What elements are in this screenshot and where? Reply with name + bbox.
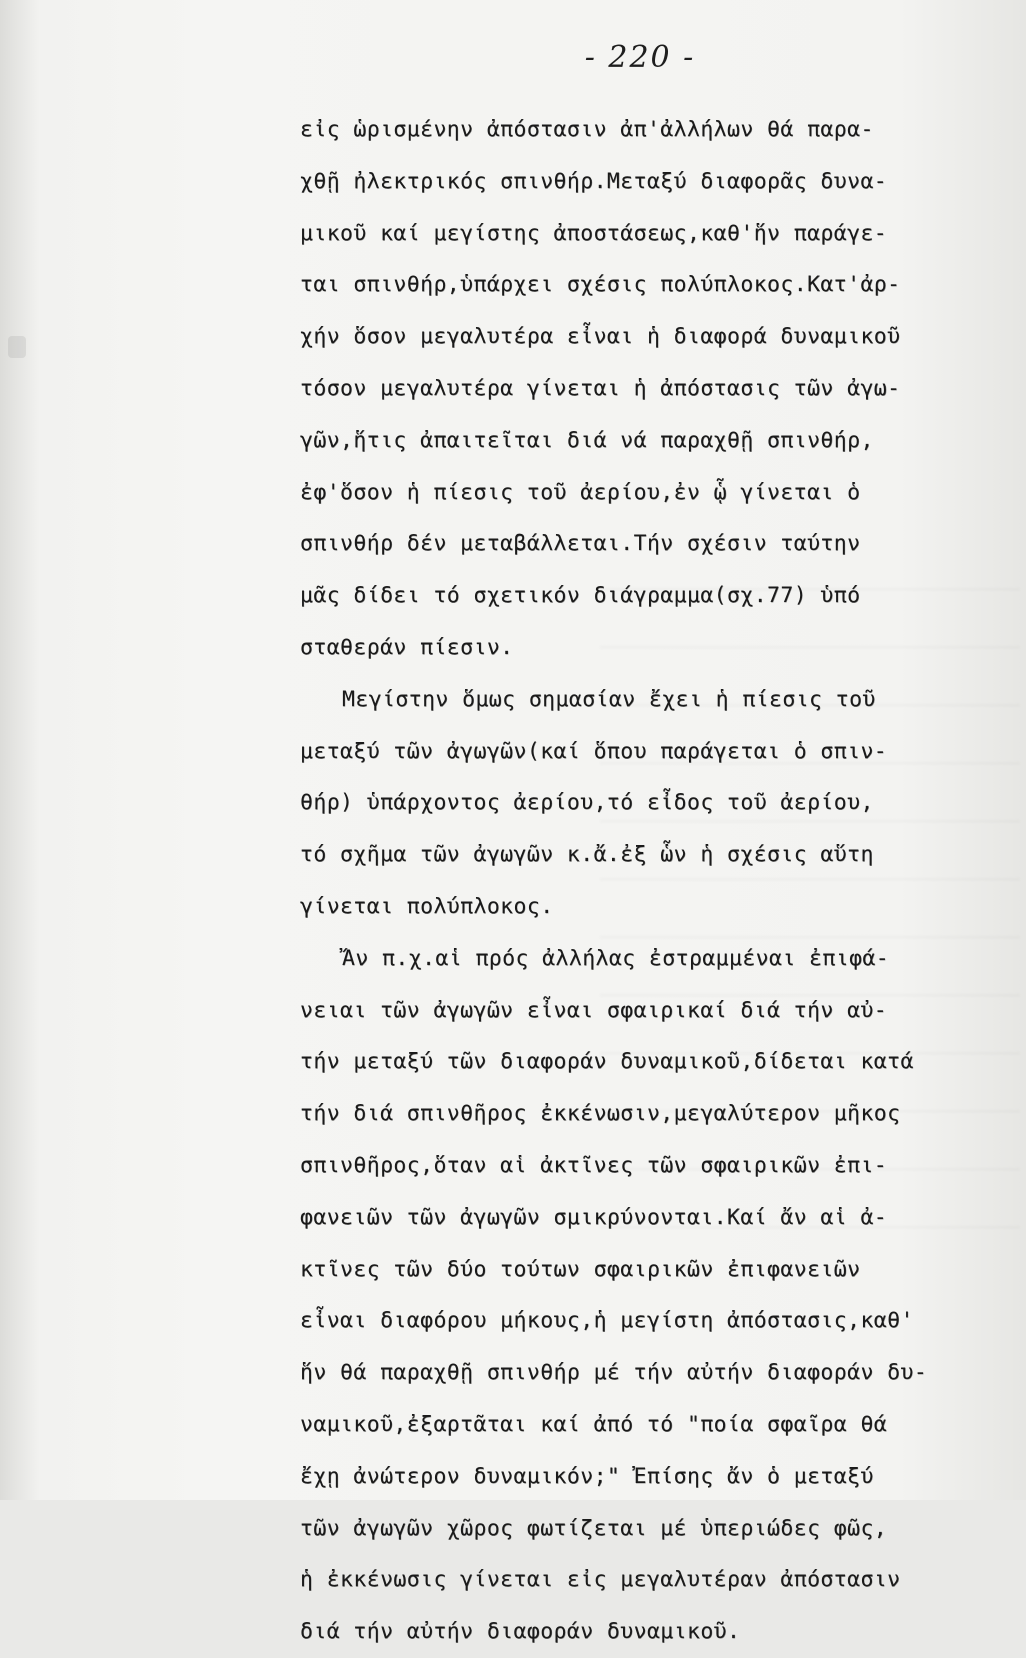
- text-line: εἶναι διαφόρου μήκους,ἡ μεγίστη ἀπόστασις,καθ': [300, 1308, 914, 1334]
- page-number: - 220 -: [584, 40, 696, 75]
- text-line: σπινθήρ δέν μεταβάλλεται.Τήν σχέσιν ταύτην: [300, 531, 861, 557]
- text-line: ἥν θά παραχθῇ σπινθήρ μέ τήν αὐτήν διαφοράν δυ-: [300, 1360, 928, 1386]
- text-line: σταθεράν πίεσιν.: [300, 634, 514, 660]
- text-line: ἐφ'ὅσον ἡ πίεσις τοῦ ἀερίου,ἐν ᾧ γίνεται ὁ: [300, 479, 861, 505]
- text-line: ἔχῃ ἀνώτερον δυναμικόν;" Ἐπίσης ἄν ὁ μεταξύ: [300, 1463, 874, 1489]
- text-line: τήν διά σπινθῆρος ἐκκένωσιν,μεγαλύτερον μῆκος: [300, 1101, 901, 1127]
- text-line: θήρ) ὑπάρχοντος ἀερίου,τό εἶδος τοῦ ἀερίου,: [300, 790, 874, 816]
- text-line: τῶν ἀγωγῶν χῶρος φωτίζεται μέ ὑπεριώδες φῶς,: [300, 1515, 888, 1541]
- text-line: ναμικοῦ,ἐξαρτᾶται καί ἀπό τό "ποία σφαῖρα θά: [300, 1411, 888, 1437]
- text-line: μᾶς δίδει τό σχετικόν διάγραμμα(σχ.77) ὑπό: [300, 583, 861, 609]
- text-line: μικοῦ καί μεγίστης ἀποστάσεως,καθ'ἥν παράγε-: [300, 220, 888, 246]
- text-line: κτῖνες τῶν δύο τούτων σφαιρικῶν ἐπιφανειῶν: [300, 1256, 861, 1282]
- text-line: τήν μεταξύ τῶν διαφοράν δυναμικοῦ,δίδεται κατά: [300, 1049, 914, 1075]
- text-line: ται σπινθήρ,ὑπάρχει σχέσις πολύπλοκος.Κατ'ἀρ-: [300, 272, 901, 298]
- text-line: διά τήν αὐτήν διαφοράν δυναμικοῦ.: [300, 1619, 741, 1645]
- text-line: χήν ὅσον μεγαλυτέρα εἶναι ἡ διαφορά δυναμικοῦ: [300, 324, 901, 350]
- text-line: σπινθῆρος,ὅταν αἱ ἀκτῖνες τῶν σφαιρικῶν ἐπι-: [300, 1152, 888, 1178]
- text-line: Ἄν π.χ.αἱ πρός ἀλλήλας ἐστραμμέναι ἐπιφά-: [342, 945, 890, 971]
- text-line: ἡ ἐκκένωσις γίνεται εἰς μεγαλυτέραν ἀπόστασιν: [300, 1567, 901, 1593]
- text-line: εἰς ὡρισμένην ἀπόστασιν ἀπ'ἀλλήλων θά παρα-: [300, 117, 874, 142]
- typewritten-text-body: [300, 104, 946, 1658]
- text-line: τόσον μεγαλυτέρα γίνεται ἡ ἀπόστασις τῶν ἀγω-: [300, 375, 901, 401]
- text-line: γῶν,ἥτις ἀπαιτεῖται διά νά παραχθῇ σπινθήρ,: [300, 427, 874, 453]
- text-line: χθῇ ἠλεκτρικός σπινθήρ.Μεταξύ διαφορᾶς δυνα-: [300, 168, 888, 194]
- text-line: μεταξύ τῶν ἀγωγῶν(καί ὅπου παράγεται ὁ σπιν-: [300, 738, 888, 764]
- margin-smudge: [8, 336, 26, 358]
- text-line: τό σχῆμα τῶν ἀγωγῶν κ.ἄ.ἐξ ὧν ἡ σχέσις αὕτη: [300, 842, 874, 868]
- text-line: γίνεται πολύπλοκος.: [300, 893, 554, 919]
- text-line: Μεγίστην ὅμως σημασίαν ἔχει ἡ πίεσις τοῦ: [342, 686, 876, 712]
- text-line: φανειῶν τῶν ἀγωγῶν σμικρύνονται.Καί ἄν αἱ ἀ-: [300, 1204, 888, 1230]
- text-line: νειαι τῶν ἀγωγῶν εἶναι σφαιρικαί διά τήν αὐ-: [300, 997, 888, 1023]
